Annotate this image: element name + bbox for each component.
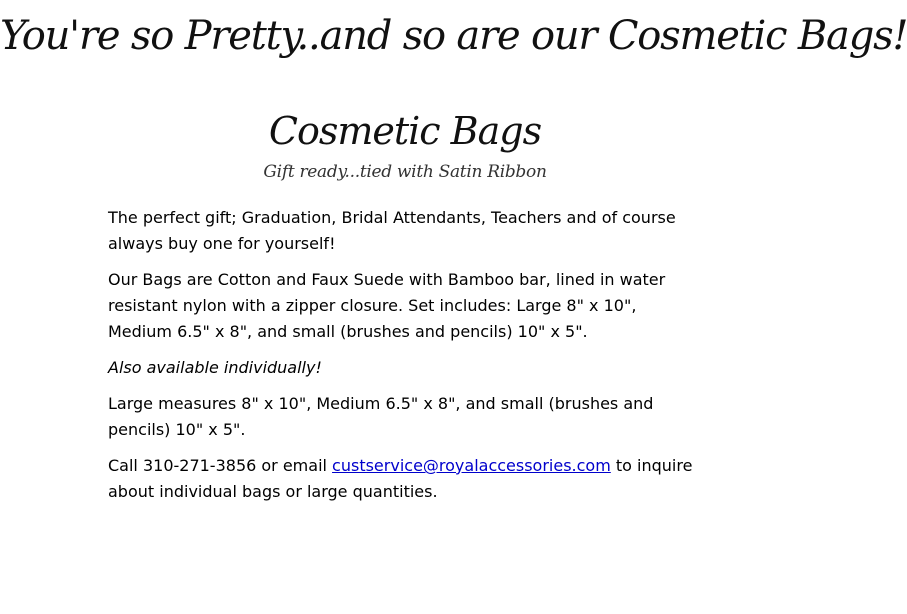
page-subtitle: Gift ready...tied with Satin Ribbon xyxy=(263,162,547,182)
materials-paragraph: Our Bags are Cotton and Faux Suede with Bamboo bar, lined in water resistant nylon with a zipper closure. Set includes: Large 8" x 10", Medium 6.5" x 8", and small (brushes and pencils) 10" x 5". xyxy=(108,270,666,341)
banner-heading: You're so Pretty..and so are our Cosmetic Bags! xyxy=(0,13,907,59)
contact-suffix: to inquire about individual bags or large quantities. xyxy=(108,456,693,501)
email-link[interactable]: custservice@royalaccessories.com xyxy=(332,456,611,475)
availability-note: Also available individually! xyxy=(108,358,322,377)
intro-paragraph: The perfect gift; Graduation, Bridal Attendants, Teachers and of course always buy one for yourself! xyxy=(108,208,676,253)
product-description xyxy=(108,205,698,515)
contact-paragraph xyxy=(108,453,698,505)
page-title: Cosmetic Bags xyxy=(268,109,542,153)
contact-prefix: Call 310-271-3856 or email xyxy=(108,456,333,475)
sizes-paragraph: Large measures 8" x 10", Medium 6.5" x 8", and small (brushes and pencils) 10" x 5". xyxy=(108,394,654,439)
